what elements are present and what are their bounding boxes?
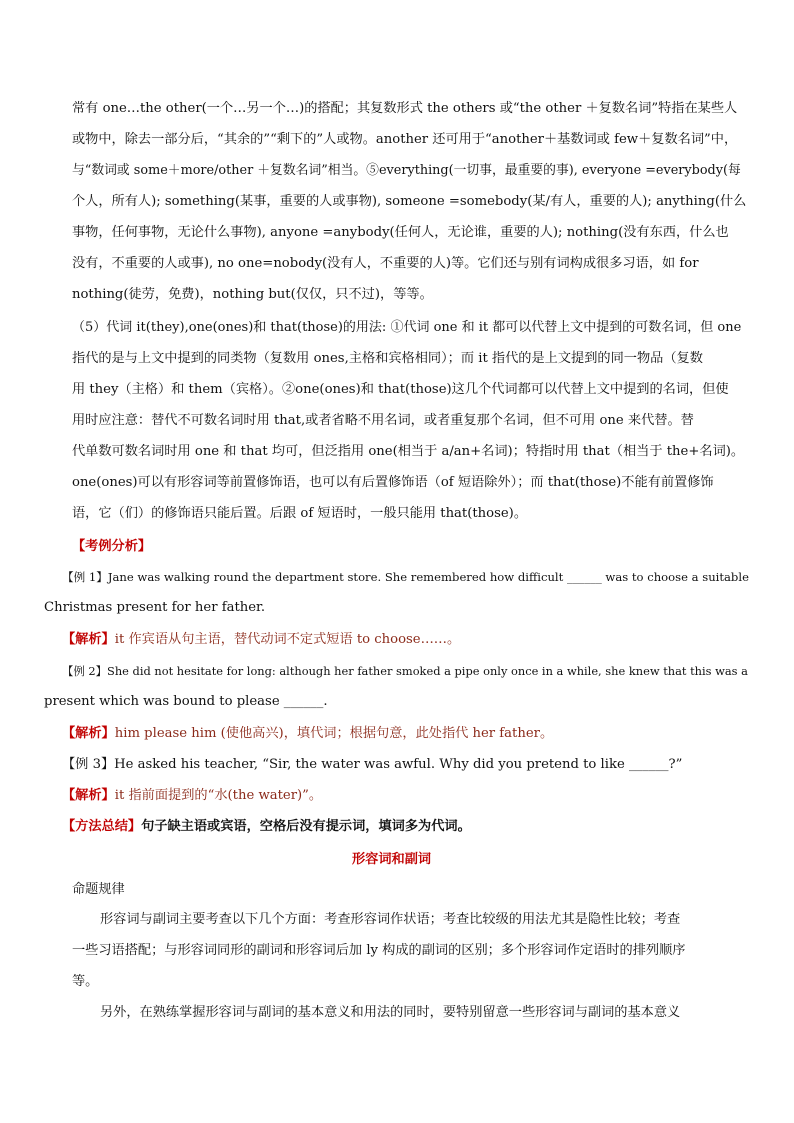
paragraph2-line: 用时应注意：替代不可数名词时用 that,或者省略不用名词，或者重复那个名词，但不可用 one 来代替。替 (72, 413, 694, 428)
example-2-answer (62, 724, 553, 744)
answer-text: him please him (使他高兴)，填代词；根据句意，此处指代 her father。 (114, 726, 554, 741)
method-summary (62, 817, 471, 837)
paragraph2-line: 用 they（主格）和 them（宾格）。②one(ones)和 that(those)这几个代词都可以代替上文中提到的名词，但使 (72, 382, 729, 397)
answer-label: 【解析】 (62, 788, 115, 803)
example-label: 【例 3】 (62, 757, 115, 772)
example-1-question (62, 567, 749, 587)
answer-text: it 指前面提到的“水(the water)”。 (114, 788, 323, 803)
paragraph1-line: 与“数词或 some＋more/other ＋复数名词”相当。⑤everything(一切事，最重要的事), everyone =everybody(每 (72, 163, 741, 178)
analysis-heading: 【考例分析】 (72, 539, 152, 554)
example-label: 【例 1】 (62, 570, 108, 584)
example-text: He asked his teacher, “Sir, the water was awful. Why did you pretend to like ______?” (114, 757, 683, 772)
example-text: Jane was walking round the department store. She remembered how difficult ______ was to choose a suitable (107, 570, 749, 584)
paragraph3-line: 等。 (72, 974, 99, 989)
example-label: 【例 2】 (62, 664, 108, 678)
example-text: She did not hesitate for long: although her father smoked a pipe only once in a while, she knew that this was a (107, 664, 748, 678)
paragraph1-line: nothing(徒劳，免费)，nothing but(仅仅，只不过)，等等。 (72, 287, 433, 302)
paragraph2-line: 语，它（们）的修饰语只能后置。后跟 of 短语时，一般只能用 that(those)。 (72, 506, 528, 521)
example-2-question-cont: present which was bound to please ______. (44, 694, 328, 709)
paragraph1-line: 或物中，除去一部分后，“其余的”“剩下的”人或物。another 还可用于“another＋基数词或 few＋复数名词”中， (72, 132, 738, 147)
paragraph2-line: one(ones)可以有形容词等前置修饰语，也可以有后置修饰语（of 短语除外）；而 that(those)不能有前置修饰 (72, 475, 714, 490)
paragraph1-line: 没有，不重要的人或事), no one=nobody(没有人，不重要的人)等。它们还与别有词构成很多习语，如 for (72, 256, 699, 271)
answer-label: 【解析】 (62, 726, 115, 741)
paragraph2-line: 代单数可数名词时用 one 和 that 均可，但泛指用 one(相当于 a/an+名词)；特指时用 that（相当于 the+名词)。 (72, 444, 745, 459)
paragraph1-line: 事物，任何事物，无论什么事物), anyone =anybody(任何人，无论谁，重要的人); nothing(没有东西，什么也 (72, 225, 729, 240)
example-3-question (62, 755, 682, 775)
section-title: 形容词和副词 (352, 852, 432, 867)
paragraph2-line: （5）代词 it(they),one(ones)和 that(those)的用法: ①代词 one 和 it 都可以代替上文中提到的可数名词，但 one (72, 320, 742, 335)
paragraph2-line: 指代的是与上文中提到的同类物（复数用 ones,主格和宾格相同）；而 it 指代的是上文提到的同一物品（复数 (72, 351, 703, 366)
paragraph3-line: 另外，在熟练掌握形容词与副词的基本意义和用法的同时，要特别留意一些形容词与副词的基本意义 (100, 1005, 681, 1020)
paragraph1-line: 常有 one…the other(一个…另一个…)的搭配；其复数形式 the others 或“the other ＋复数名词”特指在某些人 (72, 101, 738, 116)
example-3-answer (62, 786, 322, 806)
method-label: 【方法总结】 (62, 819, 142, 834)
example-2-question (62, 661, 748, 681)
paragraph3-line: 形容词与副词主要考查以下几个方面：考查形容词作状语；考查比较级的用法尤其是隐性比较；考查 (100, 912, 681, 927)
rule-heading: 命题规律 (72, 882, 125, 897)
answer-text: it 作宾语从句主语，替代动词不定式短语 to choose……。 (114, 632, 461, 647)
method-text: 句子缺主语或宾语，空格后没有提示词，填词多为代词。 (141, 819, 471, 834)
example-1-question-cont: Christmas present for her father. (44, 600, 266, 615)
paragraph1-line: 个人，所有人); something(某事，重要的人或事物), someone =somebody(某/有人，重要的人); anything(什么 (72, 194, 747, 209)
paragraph3-line: 一些习语搭配；与形容词同形的副词和形容词后加 ly 构成的副词的区别；多个形容词作定语时的排列顺序 (72, 943, 686, 958)
example-1-answer (62, 630, 460, 650)
answer-label: 【解析】 (62, 632, 115, 647)
